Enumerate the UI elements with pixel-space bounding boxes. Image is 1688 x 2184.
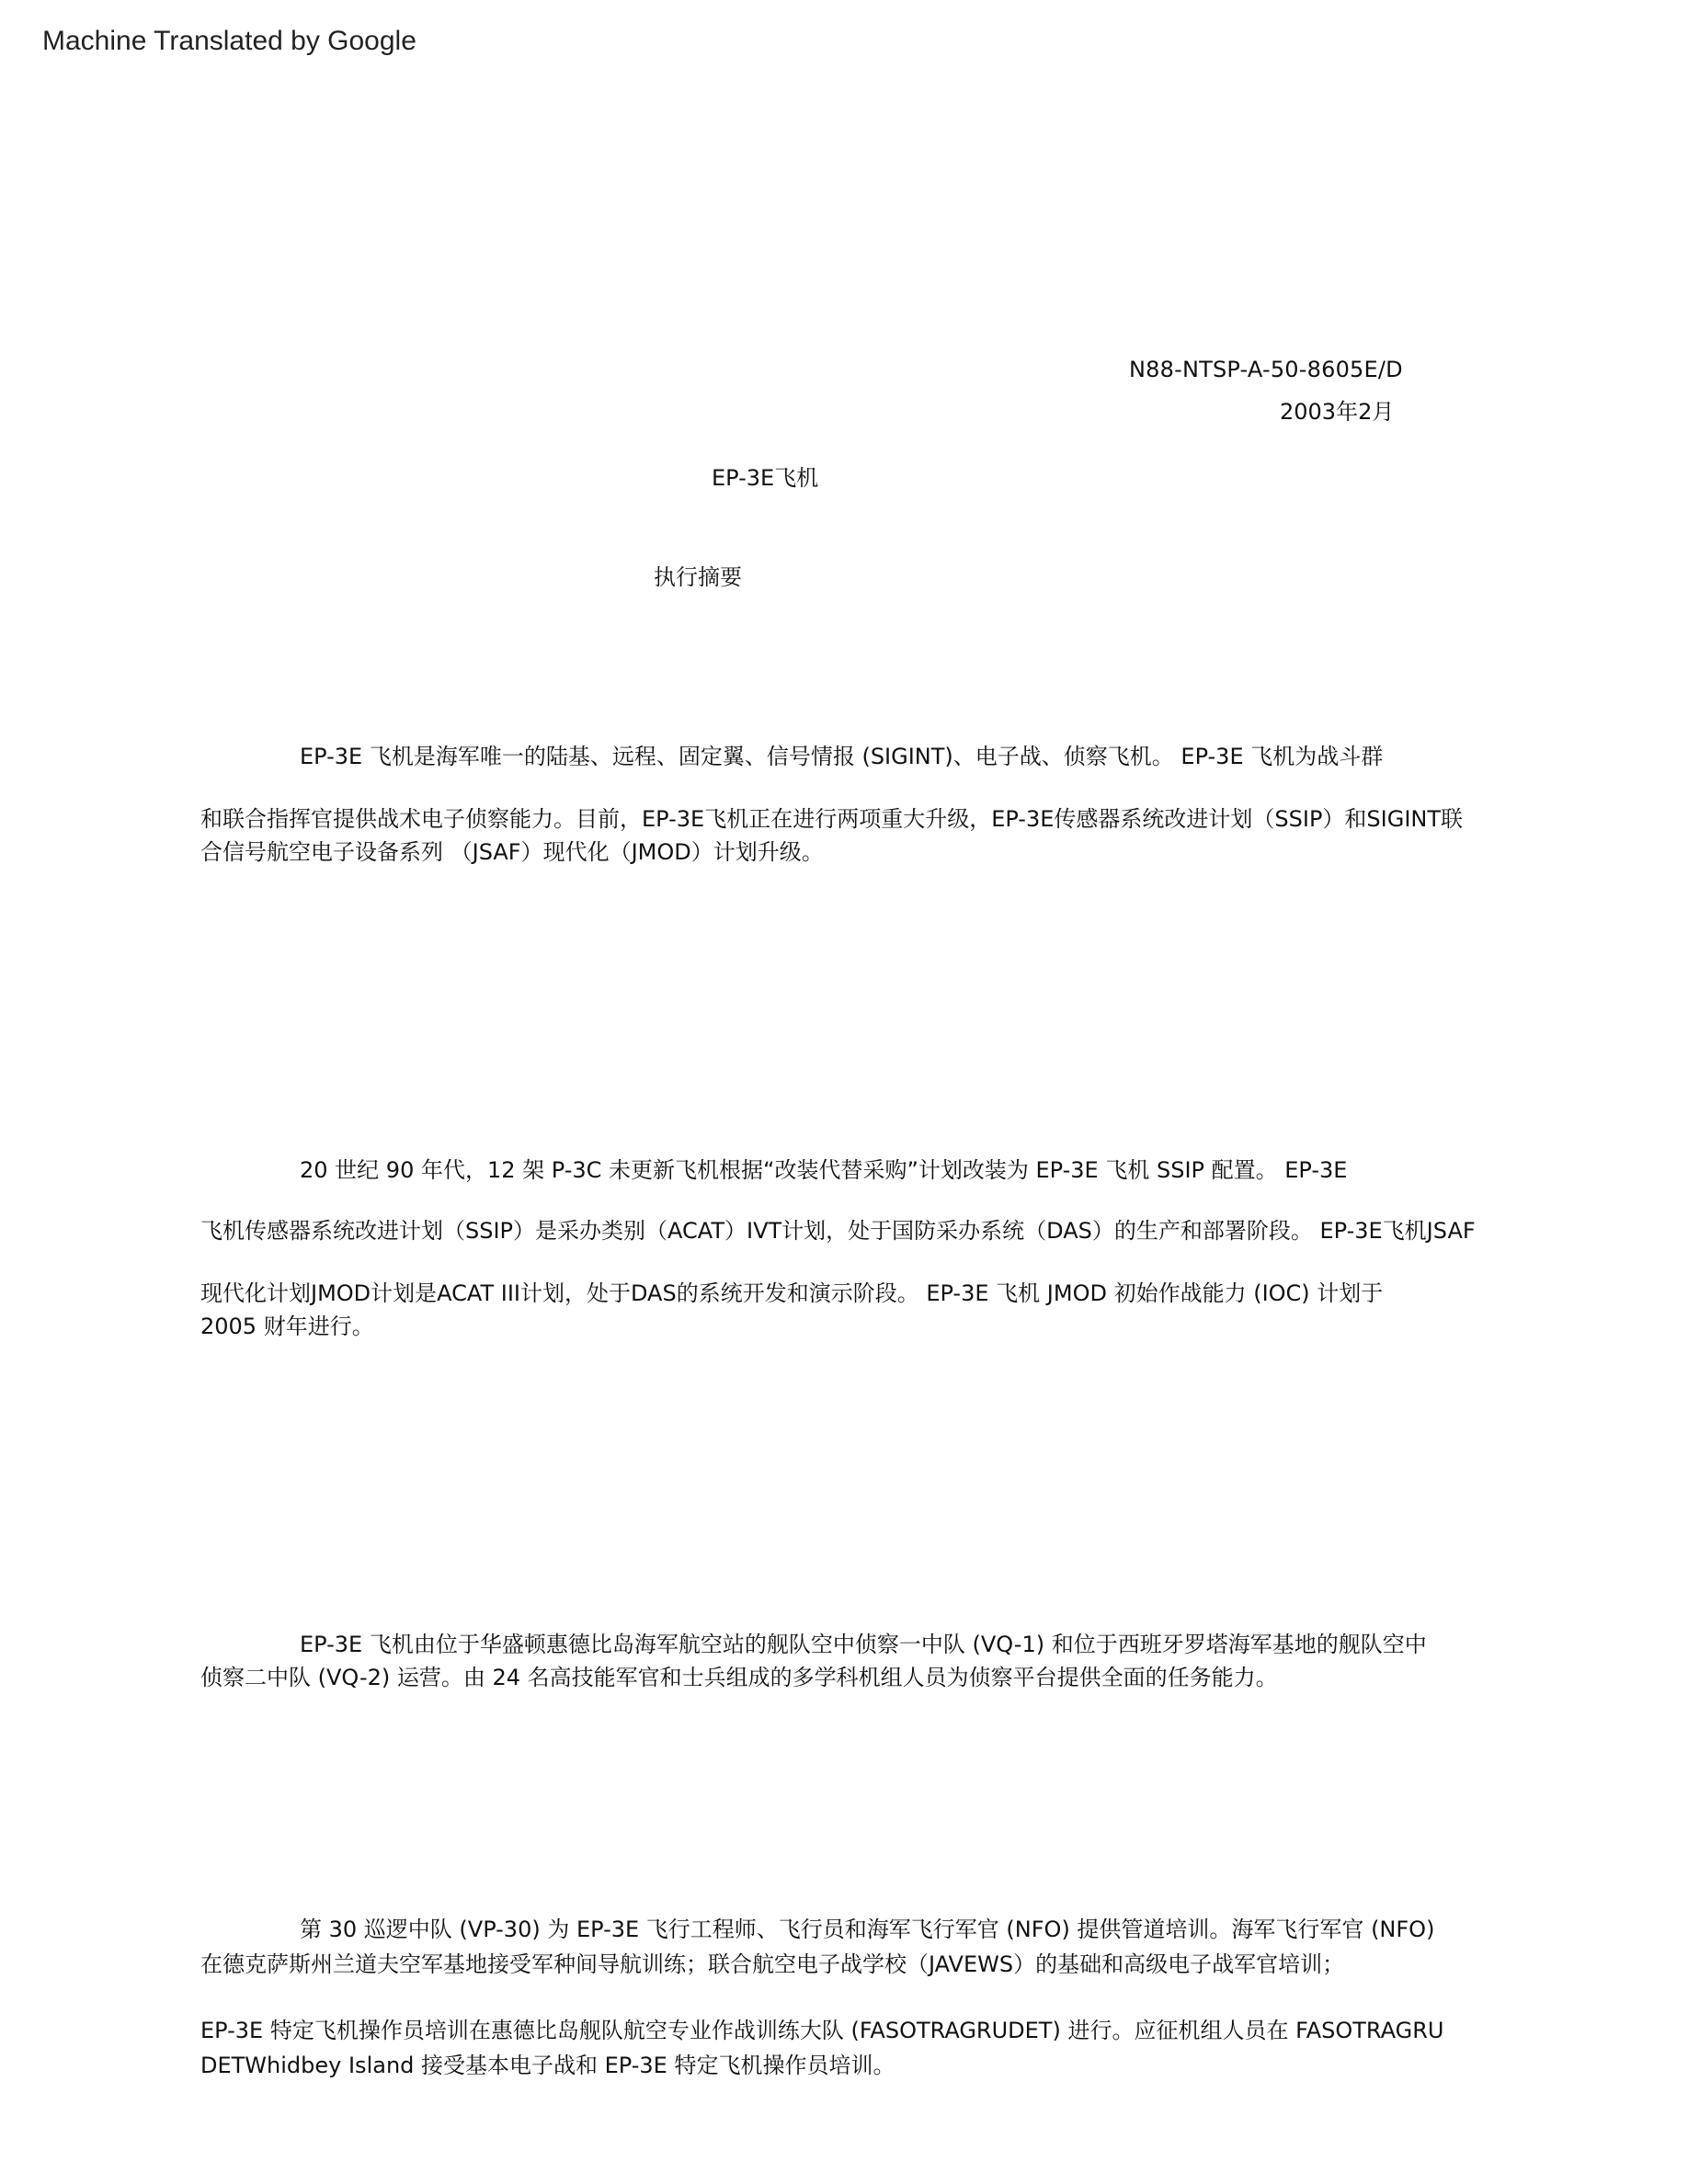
- document-number: N88-NTSP-A-50-8605E/D: [1129, 357, 1403, 382]
- document-title: EP-3E飞机: [712, 465, 819, 491]
- paragraph-line: 20 世纪 90 年代，12 架 P-3C 未更新飞机根据“改装代替采购”计划改装为 EP-3E 飞机 SSIP 配置。 EP-3E: [300, 1157, 1348, 1183]
- paragraph-line: EP-3E 特定飞机操作员培训在惠德比岛舰队航空专业作战训练大队 (FASOTRAGRUDET) 进行。应征机组人员在 FASOTRAGRU: [200, 2018, 1444, 2043]
- paragraph-line: 第 30 巡逻中队 (VP-30) 为 EP-3E 飞行工程师、飞行员和海军飞行军官 (NFO) 提供管道培训。海军飞行军官 (NFO): [300, 1917, 1435, 1942]
- paragraph-line: EP-3E 飞机由位于华盛顿惠德比岛海军航空站的舰队空中侦察一中队 (VQ-1) 和位于西班牙罗塔海军基地的舰队空中: [300, 1632, 1427, 1657]
- paragraph-line: 飞机传感器系统改进计划（SSIP）是采办类别（ACAT）IVT计划，处于国防采办系统（DAS）的生产和部署阶段。 EP-3E飞机JSAF: [200, 1218, 1476, 1244]
- paragraph-line: 合信号航空电子设备系列 （JSAF）现代化（JMOD）计划升级。: [200, 839, 824, 865]
- paragraph-line: 2005 财年进行。: [200, 1314, 374, 1339]
- paragraph-line: 和联合指挥官提供战术电子侦察能力。目前，EP-3E飞机正在进行两项重大升级，EP-3E传感器系统改进计划（SSIP）和SIGINT联: [200, 806, 1464, 832]
- paragraph-line: EP-3E 飞机是海军唯一的陆基、远程、固定翼、信号情报 (SIGINT)、电子战、侦察飞机。 EP-3E 飞机为战斗群: [300, 744, 1384, 769]
- paragraph-line: DETWhidbey Island 接受基本电子战和 EP-3E 特定飞机操作员培训。: [200, 2053, 895, 2078]
- machine-translation-banner: Machine Translated by Google: [42, 26, 416, 56]
- paragraph-line: 侦察二中队 (VQ-2) 运营。由 24 名高技能军官和士兵组成的多学科机组人员为侦察平台提供全面的任务能力。: [200, 1665, 1278, 1690]
- paragraph-line: 现代化计划JMOD计划是ACAT III计划，处于DAS的系统开发和演示阶段。 EP-3E 飞机 JMOD 初始作战能力 (IOC) 计划于: [200, 1280, 1384, 1306]
- section-heading: 执行摘要: [654, 564, 742, 590]
- paragraph-line: 在德克萨斯州兰道夫空军基地接受军种间导航训练；联合航空电子战学校（JAVEWS）的基础和高级电子战军官培训；: [200, 1951, 1345, 1977]
- document-date: 2003年2月: [1280, 399, 1395, 425]
